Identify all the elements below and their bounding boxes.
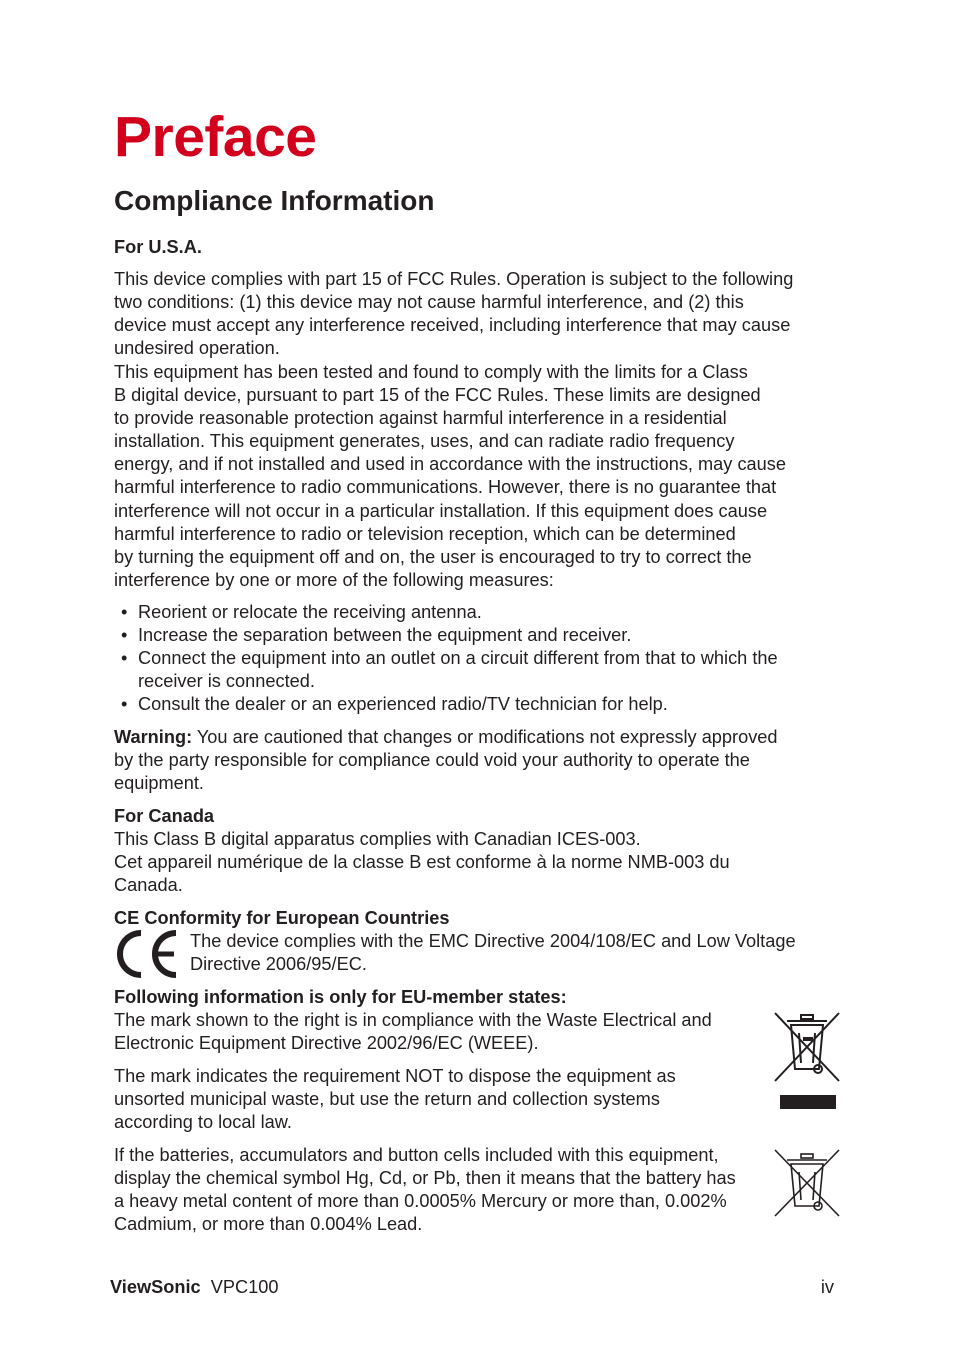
page-title: Preface bbox=[114, 105, 317, 169]
text-line: B digital device, pursuant to part 15 of the FCC Rules. These limits are designed bbox=[114, 385, 761, 406]
text-line: undesired operation. bbox=[114, 338, 280, 359]
text-line: equipment. bbox=[114, 773, 204, 794]
ce-text bbox=[190, 930, 844, 976]
text-line: display the chemical symbol Hg, Cd, or Pb, then it means that the battery has bbox=[114, 1168, 736, 1189]
text-line: by the party responsible for compliance could void your authority to operate the bbox=[114, 750, 750, 771]
text-line: harmful interference to radio or television reception, which can be determined bbox=[114, 523, 736, 544]
canada-section bbox=[114, 805, 844, 897]
ce-heading: CE Conformity for European Countries bbox=[114, 908, 450, 928]
bullet-icon: • bbox=[121, 602, 128, 622]
text-line: harmful interference to radio communications. However, there is no guarantee that bbox=[114, 477, 777, 498]
footer bbox=[110, 1276, 279, 1299]
text-line: interference by one or more of the following measures: bbox=[114, 569, 554, 590]
footer-brand: ViewSonic bbox=[110, 1277, 201, 1297]
warning-paragraph: Warning: You are cautioned that changes or modifications not expressly approved by the party responsible for compliance could void your authority to operate the equipment. bbox=[114, 726, 844, 795]
text-line: to provide reasonable protection against harmful interference in a residential bbox=[114, 408, 727, 429]
warning-label: Warning: bbox=[114, 727, 193, 747]
eu-paragraph-2 bbox=[114, 1065, 764, 1134]
text-line: Cadmium, or more than 0.004% Lead. bbox=[114, 1214, 423, 1235]
section-title: Compliance Information bbox=[114, 185, 435, 216]
text-line: device must accept any interference received, including interference that may cause bbox=[114, 315, 791, 336]
bullet-icon: • bbox=[121, 694, 128, 715]
text-line: The device complies with the EMC Directive 2004/108/EC and Low Voltage bbox=[190, 931, 796, 951]
weee-bin-icon bbox=[773, 1011, 841, 1111]
ce-mark-icon bbox=[112, 930, 180, 978]
text-line: installation. This equipment generates, uses, and can radiate radio frequency bbox=[114, 431, 735, 452]
footer-model: VPC100 bbox=[210, 1277, 279, 1297]
text-line: Cet appareil numérique de la classe B est conforme à la norme NMB-003 du bbox=[114, 852, 730, 873]
bullet-icon: • bbox=[121, 625, 128, 646]
interference-measures-list bbox=[114, 601, 844, 716]
text-line: two conditions: (1) this device may not cause harmful interference, and (2) this bbox=[114, 292, 744, 313]
text-line: This Class B digital apparatus complies with Canadian ICES-003. bbox=[114, 829, 641, 850]
battery-bin-icon bbox=[773, 1148, 841, 1218]
text-line: according to local law. bbox=[114, 1112, 292, 1133]
text-line: The mark indicates the requirement NOT to dispose the equipment as bbox=[114, 1066, 676, 1086]
text-line: interference will not occur in a particular installation. If this equipment does cause bbox=[114, 500, 768, 521]
text-line: unsorted municipal waste, but use the return and collection systems bbox=[114, 1089, 660, 1110]
text-line: Electronic Equipment Directive 2002/96/EC (WEEE). bbox=[114, 1033, 539, 1054]
text-line: Canada. bbox=[114, 875, 183, 896]
eu-paragraph-3 bbox=[114, 1144, 774, 1236]
text-line: energy, and if not installed and used in accordance with the instructions, may cause bbox=[114, 454, 786, 475]
text-line: If the batteries, accumulators and button cells included with this equipment, bbox=[114, 1145, 719, 1165]
text-line: by turning the equipment off and on, the user is encouraged to try to correct the bbox=[114, 546, 752, 567]
list-item-continuation: receiver is connected. bbox=[138, 671, 315, 692]
list-item: • Increase the separation between the equipment and receiver. bbox=[114, 624, 844, 647]
usa-paragraph-2 bbox=[114, 361, 844, 592]
usa-paragraph-1 bbox=[114, 268, 844, 360]
text-line: a heavy metal content of more than 0.0005% Mercury or more than, 0.002% bbox=[114, 1191, 727, 1212]
list-item: • Connect the equipment into an outlet on a circuit different from that to which the bbox=[114, 647, 844, 670]
list-item: • Reorient or relocate the receiving antenna. bbox=[114, 601, 844, 624]
canada-heading: For Canada bbox=[114, 806, 215, 826]
eu-paragraph-1 bbox=[114, 1009, 764, 1055]
page-number: iv bbox=[820, 1277, 834, 1297]
text-line: The mark shown to the right is in compliance with the Waste Electrical and bbox=[114, 1010, 712, 1030]
text-line: This device complies with part 15 of FCC Rules. Operation is subject to the following bbox=[114, 269, 794, 289]
eu-heading: Following information is only for EU-member states: bbox=[114, 987, 567, 1007]
usa-heading: For U.S.A. bbox=[114, 237, 202, 257]
text-line: Directive 2006/95/EC. bbox=[190, 954, 367, 975]
list-item: • Consult the dealer or an experienced radio/TV technician for help. bbox=[114, 693, 844, 716]
text-line: This equipment has been tested and found to comply with the limits for a Class bbox=[114, 362, 748, 382]
bullet-icon: • bbox=[121, 648, 128, 669]
